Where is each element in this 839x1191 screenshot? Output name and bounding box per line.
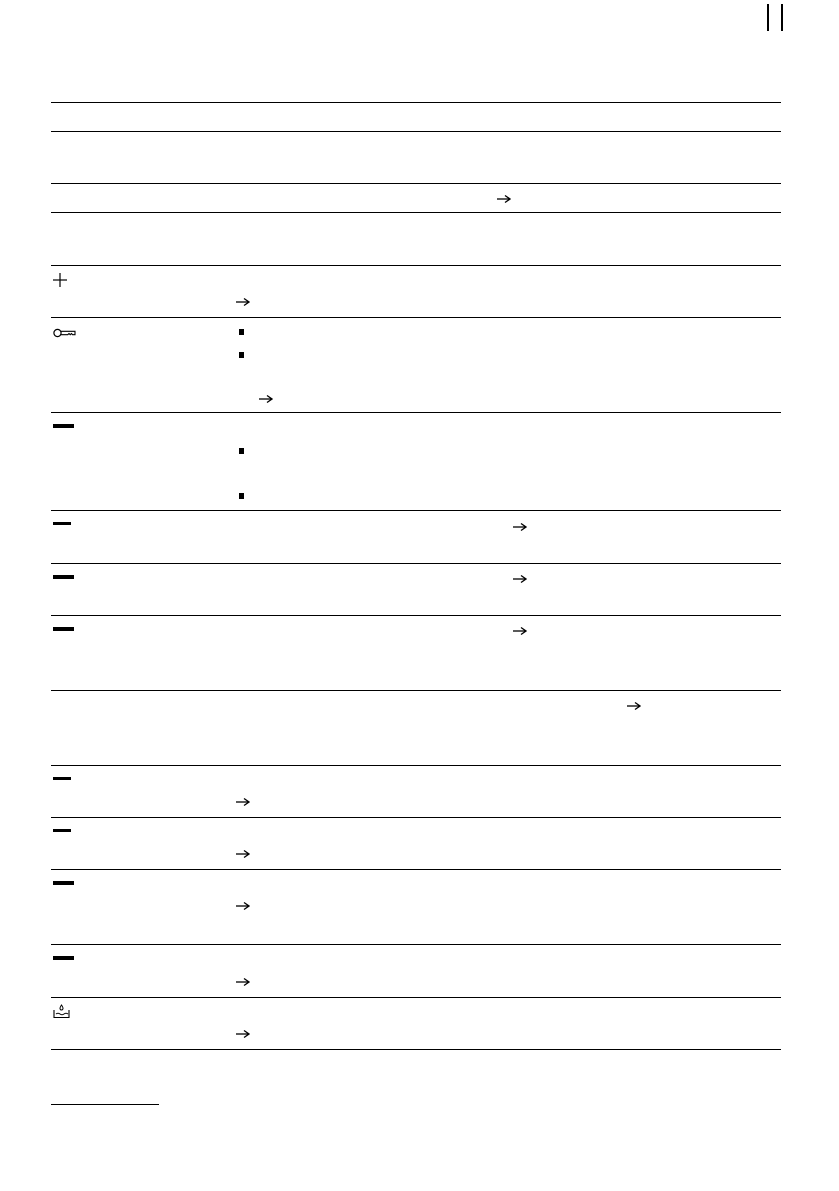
row-divider xyxy=(51,317,781,318)
basin-icon xyxy=(53,1004,70,1019)
bullet-marker xyxy=(239,329,244,335)
key-icon xyxy=(53,327,77,339)
arrow-right-icon xyxy=(513,522,527,532)
table-top-rule xyxy=(51,102,781,103)
table-bottom-rule xyxy=(51,1049,781,1050)
arrow-right-icon xyxy=(513,574,527,584)
arrow-right-icon xyxy=(236,797,250,807)
row-divider xyxy=(51,183,781,184)
arrow-right-icon xyxy=(497,194,511,204)
dash-icon xyxy=(53,522,71,525)
row-divider xyxy=(51,212,781,213)
arrow-right-icon xyxy=(627,701,641,711)
row-divider xyxy=(51,265,781,266)
bullet-marker xyxy=(239,493,244,499)
arrow-right-icon xyxy=(236,901,250,911)
plus-icon xyxy=(53,273,67,287)
row-divider xyxy=(51,765,781,766)
row-divider xyxy=(51,817,781,818)
arrow-right-icon xyxy=(259,394,273,404)
arrow-right-icon xyxy=(236,1029,250,1039)
dash-icon xyxy=(53,627,74,631)
footnote-separator xyxy=(51,1104,159,1105)
row-divider xyxy=(51,869,781,870)
dash-icon xyxy=(53,829,71,832)
arrow-right-icon xyxy=(236,849,250,859)
row-divider xyxy=(51,944,781,945)
table-header-rule xyxy=(51,131,781,132)
dash-icon xyxy=(53,424,74,428)
row-divider xyxy=(51,615,781,616)
row-divider xyxy=(51,510,781,511)
row-divider xyxy=(51,997,781,998)
dash-icon xyxy=(53,575,74,579)
dash-icon xyxy=(53,777,71,780)
dash-icon xyxy=(53,881,74,885)
bullet-marker xyxy=(239,448,244,454)
arrow-right-icon xyxy=(236,297,250,307)
bullet-marker xyxy=(239,352,244,358)
dash-icon xyxy=(53,956,74,960)
row-divider xyxy=(51,412,781,413)
arrow-right-icon xyxy=(236,977,250,987)
arrow-right-icon xyxy=(513,626,527,636)
page-number-mark xyxy=(767,4,783,31)
row-divider xyxy=(51,690,781,691)
row-divider xyxy=(51,563,781,564)
